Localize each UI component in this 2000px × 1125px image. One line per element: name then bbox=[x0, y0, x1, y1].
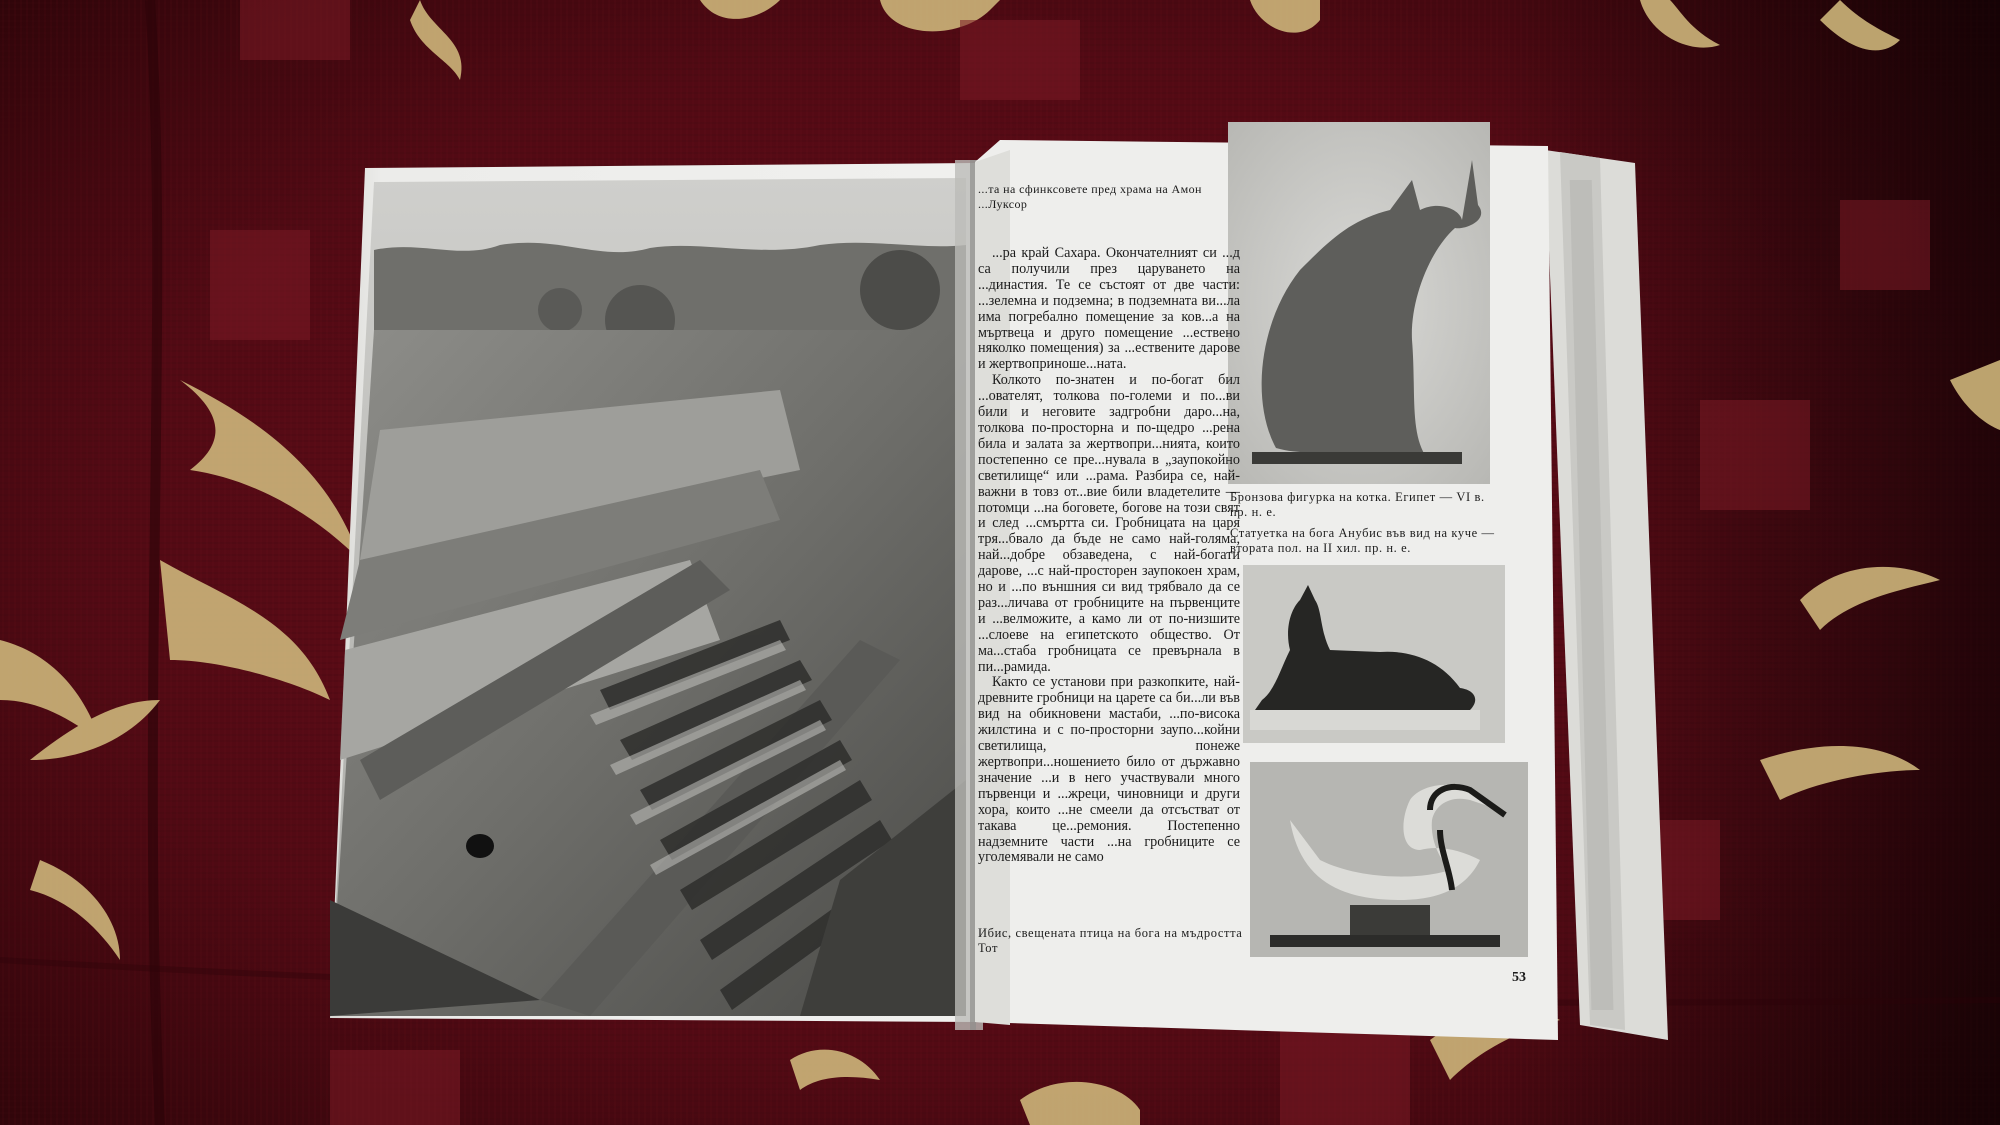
anubis-statuette-photo bbox=[1243, 565, 1505, 743]
sphinx-avenue-photo bbox=[330, 178, 966, 1016]
anubis-caption: Статуетка на бога Анубис във вид на куче — втората пол. на II хил. пр. н. е. bbox=[1230, 526, 1495, 555]
photo-heading bbox=[978, 182, 1208, 212]
body-paragraph: Колкото по-знатен и по-богат бил ...ователят, толкова по-големи и по...ви били и неговите задгробни даро...на, толкова по-просторна и по-щедро ...рена била и залата за жертвопри...нията, които постепенно се пре...нувала в „заупокойно светилище“ или ...рама. Разбира се, най-важни в товз от...вие били владетелите — потомци ...на боговете, богове на този свят и след ...смъртта си. Гробницата на царя тря...бвало да бъде не само най-голяма, най...добре обзаведена, с най-богати дарове, ...с най-просторен заупокоен храм, но и ...по външния си вид трябвало да се раз...личава от гробниците на първенците и ...велможите, а камо ли от по-низшите ...слоеве на египетското общество. От ма...стаба гробницата се превърнала в пи...рамида. bbox=[978, 372, 1240, 675]
body-paragraph: Както се установи при разкопките, най-древните гробници на царете са би...ли във вид на обикновени мастаби, ...по-висока жилстина и с по-просторни заупо...койни светилища, понеже жертвопри...ношението било от държавно значение ...и в него участвували много първенци и ...жреци, чиновници и други хора, които ...не смеели да отсъстват от такава це...ремония. Постепенно надземните части ...на гробниците се уголемявали не само bbox=[978, 674, 1240, 866]
photo-heading-line2: ...Луксор bbox=[978, 197, 1028, 211]
body-text-column bbox=[978, 246, 1240, 886]
cat-caption: Бронзова фигурка на котка. Египет — VI в. пр. н. е. bbox=[1230, 490, 1485, 519]
body-paragraph: ...ра край Сахара. Окончателният си ...д са получили през царуването на ...династия. Те се състоят от две части: ...зелемна и подземна; в подземната ви...ла има погребално помещение за ков...а на мъртвеца и друго помещение ...ествено няколко помещения) за ...ествените дарове и жертвоприноше...ната. bbox=[978, 246, 1240, 373]
ibis-photo bbox=[1250, 762, 1528, 957]
page-number: 53 bbox=[1512, 970, 1526, 985]
photo-heading-line1: ...та на сфинксовете пред храма на Амон bbox=[978, 182, 1202, 196]
cat-figurine-photo bbox=[1228, 122, 1490, 484]
ibis-caption: Ибис, свещената птица на бога на мъдростта Тот bbox=[978, 926, 1243, 955]
